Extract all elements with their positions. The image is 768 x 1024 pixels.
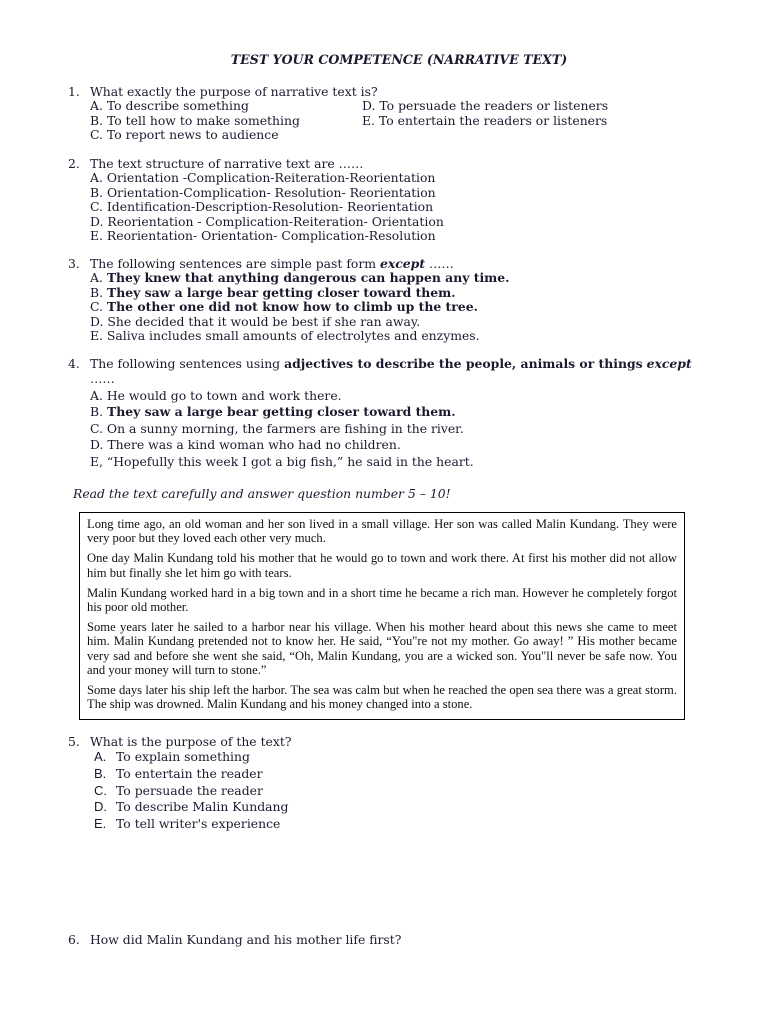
option-d: D. Reorientation - Complication-Reiteration- Orientation [90, 213, 444, 229]
option-b: B. Orientation-Complication- Resolution- Reorientation [90, 184, 436, 200]
option-c [90, 300, 708, 315]
question-number: 4. [68, 356, 80, 371]
option-letter: B. [94, 765, 107, 781]
option-b [94, 766, 708, 783]
option-letter: A. [90, 270, 107, 285]
question-1 [68, 84, 708, 143]
option-b: B. To tell how to make something [90, 112, 300, 128]
option-e [94, 816, 708, 833]
question-stem: The text structure of narrative text are …… [90, 156, 364, 171]
question-stem: How did Malin Kundang and his mother life first? [90, 932, 402, 947]
option-e: E, “Hopefully this week I got a big fish,” he said in the heart. [90, 453, 474, 469]
story-paragraph: Long time ago, an old woman and her son lived in a small village. Her son was called Malin Kundang. They were very poor but they loved each other very much. [87, 517, 677, 546]
option-letter: C. [90, 299, 107, 315]
option-letter: B. [90, 284, 107, 300]
question-number: 6. [68, 932, 80, 947]
option-letter: D. [94, 799, 107, 815]
option-e: E. Reorientation- Orientation- Complication-Resolution [90, 228, 436, 244]
option-letter: A. [94, 749, 107, 764]
option-d: D. She decided that it would be best if she ran away. [90, 313, 421, 329]
question-stem: What exactly the purpose of narrative text is? [90, 84, 378, 99]
question-2 [68, 156, 708, 244]
question-stem-ellipsis: …… [425, 256, 454, 271]
question-stem: The following sentences are simple past form [90, 256, 380, 271]
option-d: D. To persuade the readers or listeners [362, 98, 609, 113]
option-letter: E. [94, 816, 107, 832]
question-stem-bold: adjectives to describe the people, animals or things [284, 356, 643, 371]
option-text: To tell writer's experience [116, 816, 281, 832]
question-number: 5. [68, 734, 80, 749]
question-stem-emphasis: except [379, 256, 426, 271]
option-a: A. He would go to town and work there. [90, 387, 342, 403]
story-box [79, 512, 685, 720]
option-text: To entertain the reader [116, 765, 263, 781]
option-text: The other one did not know how to climb up the tree. [106, 299, 478, 315]
option-b [90, 286, 708, 301]
option-b [90, 404, 708, 421]
option-text: To describe Malin Kundang [116, 799, 289, 815]
option-a: A. Orientation -Complication-Reiteration-Reorientation [90, 170, 436, 185]
option-letter: B. [90, 404, 107, 420]
question-stem-ellipsis: …… [90, 371, 115, 386]
option-a [90, 271, 708, 286]
option-a [94, 749, 708, 766]
option-c: C. Identification-Description-Resolution- Reorientation [90, 199, 434, 215]
question-5 [68, 734, 708, 833]
story-paragraph: Some years later he sailed to a harbor near his village. When his mother heard about this news she came to meet him. Malin Kundang pretended not to know her. He said, “You"re not my mother. Go away! ” His mother became very sad and before she went she said, “Oh, Malin Kundang, you are a wicked son. You"ll never be safe now. You and your money will turn to stone.” [87, 620, 677, 677]
option-text: They saw a large bear getting closer toward them. [106, 284, 456, 300]
option-c: C. On a sunny morning, the farmers are fishing in the river. [90, 420, 464, 436]
option-d: D. There was a kind woman who had no children. [90, 437, 401, 453]
story-paragraph: Some days later his ship left the harbor. The sea was calm but when he reached the open sea there was a great storm. The ship was drowned. Malin Kundang and his money changed into a stone. [87, 683, 677, 712]
option-c: C. To report news to audience [90, 127, 279, 143]
question-stem: What is the purpose of the text? [90, 734, 292, 749]
option-letter: C. [94, 782, 107, 798]
option-e: E. Saliva includes small amounts of electrolytes and enzymes. [90, 328, 480, 344]
story-paragraph: One day Malin Kundang told his mother that he would go to town and work there. At first his mother did not allow him but finally she let him go with tears. [87, 551, 677, 580]
reading-instruction: Read the text carefully and answer question number 5 – 10! [73, 486, 451, 501]
option-text: They knew that anything dangerous can happen any time. [106, 270, 510, 285]
page-title: TEST YOUR COMPETENCE (NARRATIVE TEXT) [230, 52, 568, 67]
option-text: To persuade the reader [116, 782, 263, 798]
option-c [94, 783, 708, 800]
question-4 [68, 356, 708, 471]
question-number: 1. [68, 84, 80, 99]
question-stem: The following sentences using [90, 356, 285, 371]
question-6 [68, 932, 708, 947]
question-number: 3. [68, 256, 80, 271]
option-e: E. To entertain the readers or listeners [362, 112, 608, 128]
story-paragraph: Malin Kundang worked hard in a big town and in a short time he became a rich man. However he completely forgot his poor old mother. [87, 585, 677, 615]
question-3 [68, 256, 708, 344]
option-a: A. To describe something [90, 98, 249, 113]
question-stem-emphasis: except [646, 356, 692, 371]
option-d [94, 799, 708, 816]
option-text: They saw a large bear getting closer toward them. [106, 404, 456, 420]
option-text: To explain something [116, 749, 250, 764]
question-number: 2. [68, 156, 80, 171]
